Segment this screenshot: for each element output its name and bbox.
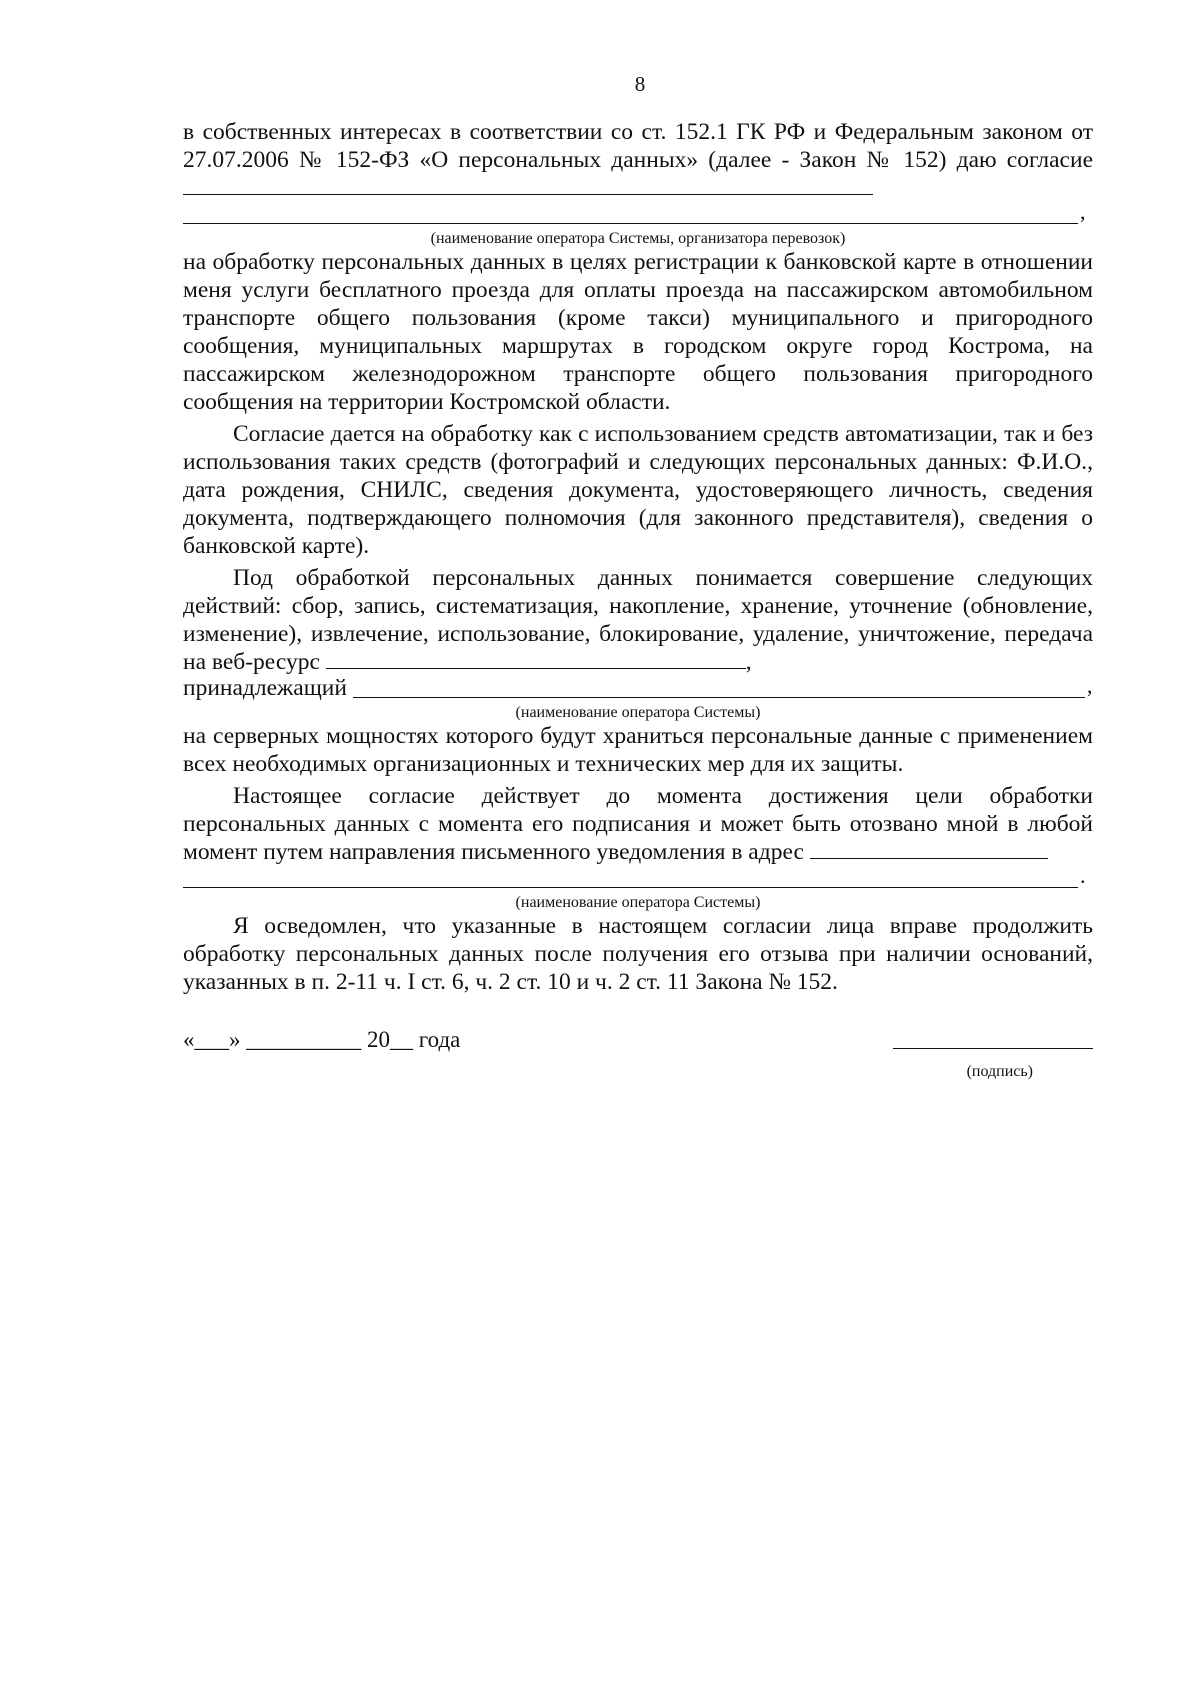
operator-name-line-row — [183, 199, 1093, 230]
date-signature-row — [183, 1022, 1093, 1080]
address-field[interactable] — [810, 838, 1048, 859]
processing-definition-paragraph — [183, 564, 1093, 676]
consent-validity-text: Настоящее согласие действует до момента достижения цели обработки персональных данных с момента его подписания и может быть отозвано мной в любой момент путем направления письменного уведомления в адрес — [183, 783, 1093, 865]
operator-name-field-continuation[interactable] — [183, 223, 1078, 224]
document-body — [183, 118, 1093, 1080]
consent-scope-paragraph: Согласие дается на обработку как с использованием средств автоматизации, так и без использования таких средств (фотографий и следующих персональных данных: Ф.И.О., дата рождения, СНИЛС, сведения документа, удостоверяющего личность, сведения документа, подтверждающего полномочия (для законного представителя), сведения о банковской карте). — [183, 421, 1093, 559]
operator-name-field[interactable] — [183, 174, 873, 195]
processing-definition-text: Под обработкой персональных данных понимается совершение следующих действий: сбор, запись, систематизация, накопление, хранение, уточнение (обновление, изменение), извлечение, использование, блокирование, удаление, уничтожение, передача на веб-ресурс — [183, 565, 1093, 675]
date-field[interactable]: «___» __________ 20__ года — [183, 1027, 461, 1052]
owner-label: принадлежащий — [183, 675, 347, 701]
web-resource-field[interactable] — [326, 648, 746, 669]
address-trail: . — [1080, 863, 1086, 888]
signature-caption: (подпись) — [966, 1063, 1033, 1080]
owner-name-field[interactable] — [353, 697, 1085, 698]
withdrawal-notice-paragraph: Я осведомлен, что указанные в настоящем согласии лица вправе продолжить обработку персональных данных после получения его отзыва при наличии оснований, указанных в п. 2-11 ч. I ст. 6, ч. 2 ст. 10 и ч. 2 ст. 11 Закона № 152. — [183, 913, 1093, 995]
address-caption: (наименование оператора Системы) — [515, 894, 761, 911]
operator-name-caption: (наименование оператора Системы, организатора перевозок) — [430, 230, 846, 247]
owner-name-caption: (наименование оператора Системы) — [515, 704, 761, 721]
consent-purpose-paragraph: на обработку персональных данных в целях регистрации к банковской карте в отношении меня услуги бесплатного проезда для оплаты проезда на пассажирском автомобильном транспорте общего пользования (кроме такси) муниципального и пригородного сообщения, муниципальных маршрутах в городском округе город Кострома, на пассажирском железнодорожном транспорте общего пользования пригородного сообщения на территории Костромской области. — [183, 249, 1093, 415]
page-number: 8 — [634, 72, 646, 96]
address-line-row — [183, 863, 1093, 894]
consent-intro-paragraph — [183, 118, 1093, 202]
owner-name-trail: , — [1087, 673, 1093, 698]
web-resource-trail: , — [745, 649, 752, 675]
address-field-continuation[interactable] — [183, 887, 1078, 888]
consent-intro-text: в собственных интересах в соответствии со ст. 152.1 ГК РФ и Федеральным законом от 27.07.2006 № 152-ФЗ «О персональных данных» (далее - Закон № 152) даю согласие — [183, 119, 1093, 173]
signature-field[interactable] — [893, 1048, 1093, 1049]
consent-validity-paragraph — [183, 782, 1093, 866]
operator-name-trail: , — [1080, 199, 1086, 224]
server-storage-paragraph: на серверных мощностях которого будут храниться персональные данные с применением всех необходимых организационных и технических мер для их защиты. — [183, 723, 1093, 777]
owner-line-row — [183, 673, 1093, 704]
